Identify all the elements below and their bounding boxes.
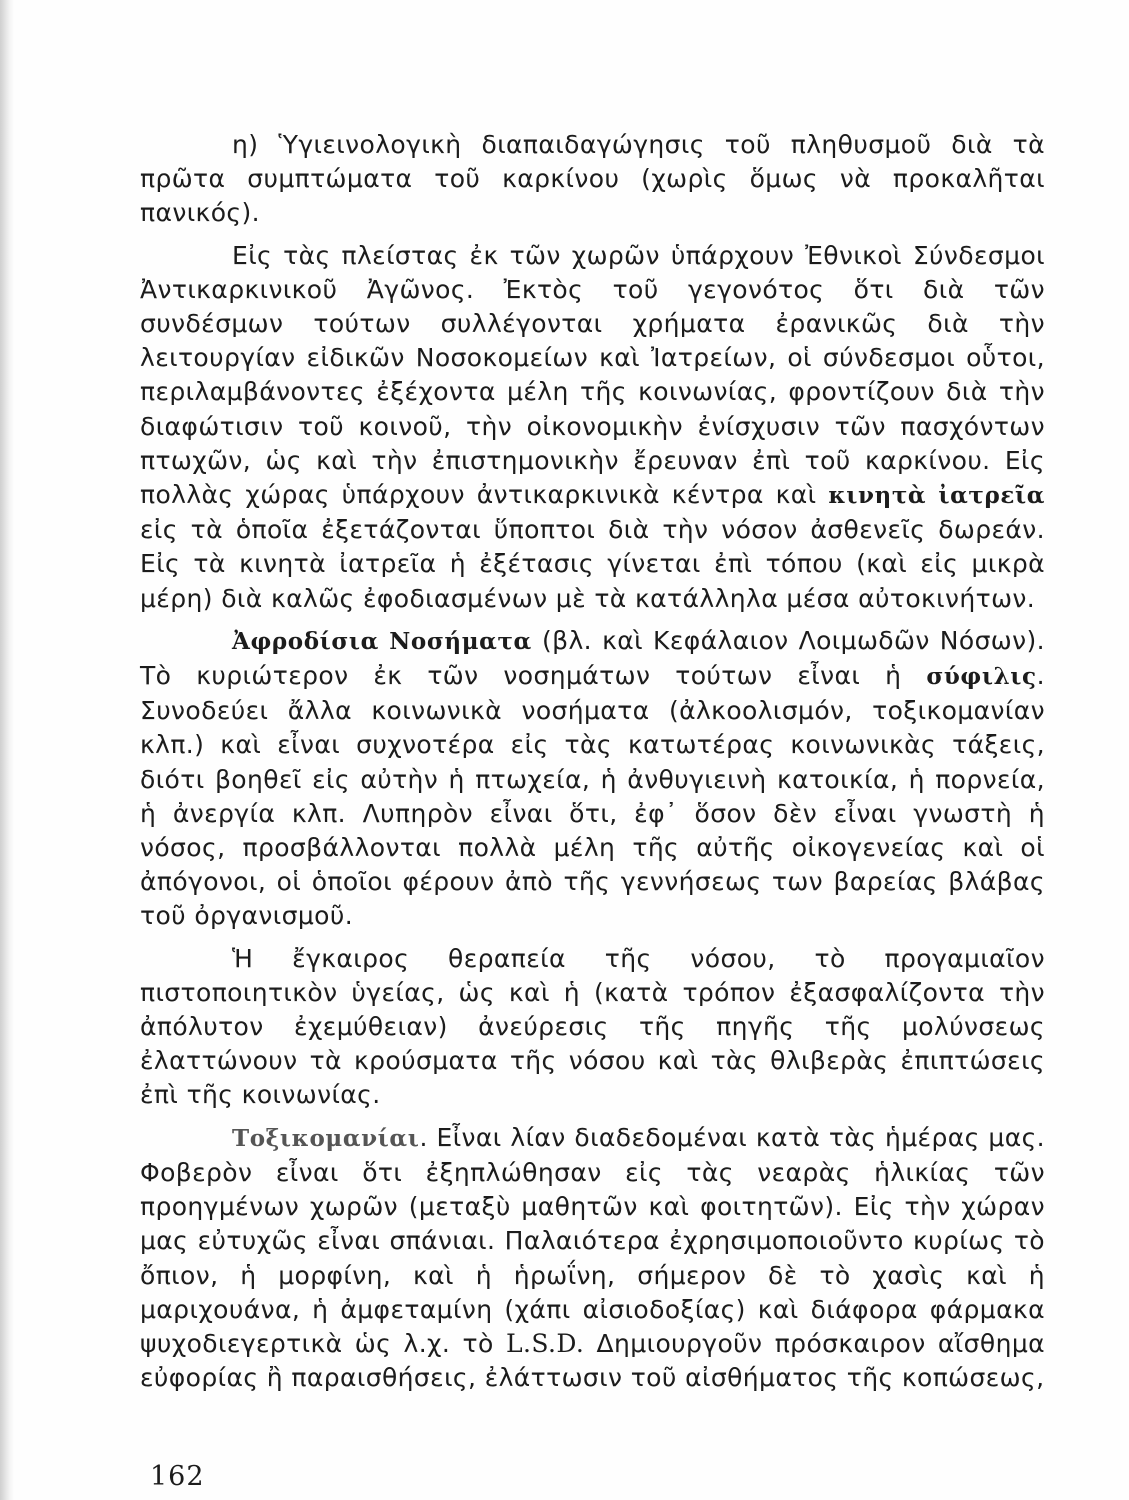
scan-binding-shadow: [0, 0, 14, 1500]
page-number: 162: [150, 1461, 205, 1492]
term-syphilis: σύφιλις: [926, 663, 1037, 691]
paragraph-text: η) Ὑγιεινολογικὴ διαπαιδαγώγησις τοῦ πληθυσμοῦ διὰ τὰ πρῶτα συμπτώματα τοῦ καρκίνου (χωρὶς ὅμως νὰ προκαλῆται πανικός).: [140, 130, 1045, 228]
paragraph-drug-addiction: [140, 1121, 1045, 1396]
paragraph-timely-treatment: [140, 942, 1045, 1113]
term-lsd: L.S.D.: [506, 1328, 585, 1358]
paragraph-text: (βλ. καὶ Κεφάλαιον Λοιμωδῶν Νόσων). Τὸ κυριώτερον ἐκ τῶν νοσημάτων τούτων εἶναι ἡ: [140, 625, 1046, 691]
paragraph-text: εἰς τὰ ὁποῖα ἐξετάζονται ὕποπτοι διὰ τὴν νόσον ἀσθενεῖς δωρεάν. Εἰς τὰ κινητὰ ἰατρεῖα ἡ ἐξέτασις γίνεται ἐπὶ τόπου (καὶ εἰς μικρὰ μέρη) διὰ καλῶς ἐφοδιασμένων μὲ τὰ κατάλληλα μέσα αὐτοκινήτων.: [140, 515, 1045, 613]
paragraph-venereal-diseases: [140, 624, 1045, 934]
term-venereal-diseases: Ἀφροδίσια Νοσήματα: [232, 627, 532, 655]
paragraph-text: Ἡ ἔγκαιρος θεραπεία τῆς νόσου, τὸ προγαμιαῖον πιστοποιητικὸν ὑγείας, ὡς καὶ ἡ (κατὰ τρόπον ἐξασφαλίζοντα τὴν ἀπόλυτον ἐχεμύθειαν) ἀνεύρεσις τῆς πηγῆς τῆς μολύνσεως ἐλαττώνουν τὰ κρούσματα τῆς νόσου καὶ τὰς θλιβερὰς ἐπιπτώσεις ἐπὶ τῆς κοινωνίας.: [140, 943, 1045, 1110]
paragraph-text: Εἰς τὰς πλείστας ἐκ τῶν χωρῶν ὑπάρχουν Ἐθνικοὶ Σύνδεσμοι Ἀντικαρκινικοῦ Ἀγῶνος. Ἐκτὸς τοῦ γεγονότος ὅτι διὰ τῶν συνδέσμων τούτων συλλέγονται χρήματα ἐρανικῶς διὰ τὴν λειτουργίαν εἰδικῶν Νοσοκομείων καὶ Ἰατρείων, οἱ σύνδεσμοι οὗτοι, περιλαμβάνοντες ἐξέχοντα μέλη τῆς κοινωνίας, φροντίζουν διὰ τὴν διαφώτισιν τοῦ κοινοῦ, τὴν οἰκονομικὴν ἐνίσχυσιν τῶν πασχόντων πτωχῶν, ὡς καὶ τὴν ἐπιστημονικὴν ἔρευναν ἐπὶ τοῦ καρκίνου. Εἰς πολλὰς χώρας ὑπάρχουν ἀντικαρκινικὰ κέντρα καὶ: [140, 240, 1045, 510]
paragraph-anticancer-leagues: [140, 239, 1045, 616]
term-drug-addiction: Τοξικομανίαι: [232, 1124, 420, 1152]
paragraph-text: . Συνοδεύει ἄλλα κοινωνικὰ νοσήματα (ἀλκοολισμόν, τοξικομανίαν κλπ.) καὶ εἶναι συχνοτέρα εἰς τὰς κατωτέρας κοινωνικὰς τάξεις, διότι βοηθεῖ εἰς αὐτὴν ἡ πτωχεία, ἡ ἀνθυγιεινὴ κατοικία, ἡ πορνεία, ἡ ἀνεργία κλπ. Λυπηρὸν εἶναι ὅτι, ἐφ᾿ ὅσον δὲν εἶναι γνωστὴ ἡ νόσος, προσβάλλονται πολλὰ μέλη τῆς αὐτῆς οἰκογενείας καὶ οἱ ἀπόγονοι, οἱ ὁποῖοι φέρουν ἀπὸ τῆς γεννήσεως των βαρείας βλάβας τοῦ ὀργανισμοῦ.: [140, 661, 1045, 931]
paragraph-text: . Εἶναι λίαν διαδεδομέναι κατὰ τὰς ἡμέρας μας. Φοβερὸν εἶναι ὅτι ἐξηπλώθησαν εἰς τὰς νεαρὰς ἡλικίας τῶν προηγμένων χωρῶν (μεταξὺ μαθητῶν καὶ φοιτητῶν). Εἰς τὴν χώραν μας εὐτυχῶς εἶναι σπάνιαι. Παλαιότερα ἐχρησιμοποιοῦντο κυρίως τὸ ὄπιον, ἡ μορφίνη, καὶ ἡ ἡρωΐνη, σήμερον δὲ τὸ χασὶς καὶ ἡ μαριχουάνα, ἡ ἀμφεταμίνη (χάπι αἰσιοδοξίας) καὶ διάφορα φάρμακα ψυχοδιεγερτικὰ ὡς λ.χ. τὸ: [140, 1122, 1045, 1358]
paragraph-text: Δημιουργοῦν πρόσκαιρον αἴσθημα εὐφορίας ἢ παραισθήσεις, ἐλάττωσιν τοῦ αἰσθήματος τῆς κοπώσεως,: [140, 1328, 1046, 1393]
paragraph-hygiene-education: [140, 128, 1045, 231]
term-mobile-clinics: κινητὰ ἰατρεῖα: [828, 482, 1045, 510]
body-text: [140, 128, 1045, 1395]
